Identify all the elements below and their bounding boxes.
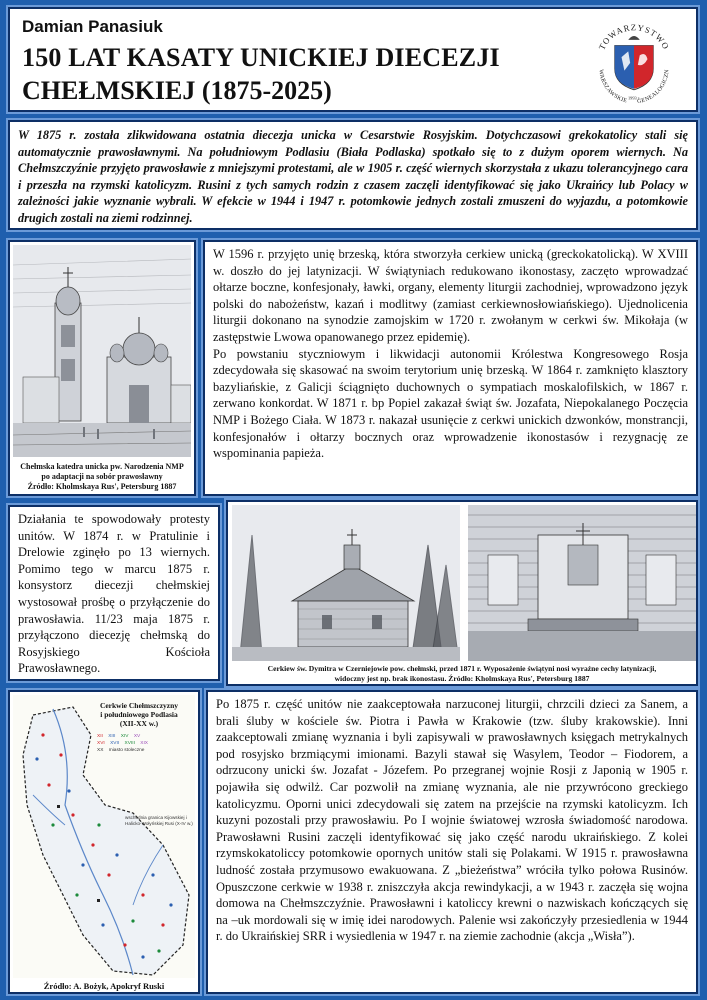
map-source: Źródło: A. Bożyk, Apokryf Ruski — [43, 981, 165, 991]
church-caption-line1: Cerkiew św. Dymitra w Czerniejowie pow. chełmski, przed 1871 r. Wyposażenie świątyni nosi wyraźne cechy latynizacji, — [267, 664, 657, 673]
cathedral-caption-line1: Chełmska katedra unicka pw. Narodzenia NMP — [20, 462, 184, 471]
cathedral-caption-line2: po adaptacji na sobór prawosławny — [41, 472, 163, 481]
logo-arc-left: WARSZAWSKIE — [597, 69, 628, 105]
cathedral-image-panel — [8, 240, 196, 496]
author-name: Damian Panasiuk — [22, 17, 163, 36]
map-title — [93, 701, 185, 728]
legend-item: XX — [97, 748, 104, 753]
logo-arc-top: TOWARZYSTWO — [596, 22, 672, 52]
church-interior-engraving — [468, 505, 696, 661]
cathedral-caption-source: Źródło: Kholmskaya Rus', Petersburg 1887 — [27, 482, 177, 491]
aftermath-section-panel — [206, 690, 698, 994]
history-paragraph-1: W 1596 r. przyjęto unię brzeską, która stworzyła cerkiew unicką (greckokatolicką). W XVIII w. doszło do jej latynizacji. W świątyniach redukowano ikonostasy, zaczęto wprowadzać ołtarze boczne, konfesjonały, ławki, organy, elementy liturgii zachodniej, wprowadzono język polski do nabożeństw, kazań i modlitwy (zamiast cerkiewnosłowiańskiego). Ujednolicenia liturgii dokonano na synodzie zamojskim w 1720 r. zwołanym w cerkwi św. Mikołaja (w zastępstwie Lwowa opanowanego przez epidemię). — [213, 247, 688, 344]
map-title-line1: Cerkwie Chełmszczyzny — [99, 701, 179, 710]
history-paragraph-2: Po powstaniu styczniowym i likwidacji autonomii Królestwa Kongresowego Rosja zdecydowała się skasować na swoim terytorium unię brzeską. W 1864 r. zamknięto klasztory bazyliańskie, z Galicji ściągnięto duchownych o sympatiach moskalofilskich, w 1867 r. zerwano konkordat. W 1871 r. bp Popiel zakazał świąt św. Jozafata, Niepokalanego Poczęcia NMP i Bożego Ciała. W 1873 r. nakazał usunięcie z cerkwi unickich dzwonków, monstrancji, konfesjonałów i ołtarzy bocznych oraz wprowadzenie ikonostasów i rezygnację ze wspominania papieża. — [213, 346, 688, 461]
protests-paragraph: Działania te spowodowały protesty unitów. W 1874 r. w Pratulinie i Drelowie zginęło po 13 wiernych. Pomimo tego w marcu 1875 r. konsystorz diecezji chełmskiej wystosował prośbę o przyłączenie do prawosławia. 11/23 maja 1875 r. przyłączono diecezję chełmską do Rosyjskiego Kościoła Prawosławnego. — [18, 512, 210, 676]
church-caption-line2: widoczny jest np. brak ikonostasu. Źródło: Kholmskaya Rus', Petersburg 1887 — [334, 674, 590, 683]
churches-map — [13, 695, 195, 978]
legend-item: XII — [97, 734, 103, 739]
legend-item: XIII — [108, 734, 116, 739]
map-legend — [97, 733, 193, 754]
header-panel — [8, 7, 698, 112]
church-exterior-engraving — [232, 505, 460, 661]
intro-text: W 1875 r. została zlikwidowana ostatnia diecezja unicka w Cesarstwie Rosyjskim. Dotychczasowi grekokatolicy stali się automatycznie prawosławnymi. Na południowym Podlasiu (Biała Podlaska) spotkało się to z dużym oporem wiernych. Na Chełmszczyźnie przyjęto prawosławie z mniejszymi protestami, ale w 1905 r. część wiernych skorzystała z ukazu tolerancyjnego cara i przeszła na rzymski katolicyzm. Rusini z tych samych rodzin z czasem zaczęli identyfikować się jako Ukraińcy lub Polacy w zależności jakie wyznanie wybrali. W efekcie w 1944 i 1947 r. potomkowie jednych zostali zmuszeni do wyjazdu, a potomkowie drugich zostali na ziemi rodzinnej. — [18, 128, 688, 225]
map-title-line2: i południowego Podlasia — [100, 710, 178, 719]
legend-item: XV — [133, 734, 141, 739]
aftermath-paragraph: Po 1875 r. część unitów nie zaakceptowała narzuconej liturgii, chrzcili dzieci za Sanem, a brali śluby w kościele św. Piotra i Pawła w Krakowie (tzw. śluby krakowskie). Inni zaakceptowali zmianę wyznania i byli zapisywali w prawosławnych księgach metrykalnych pod rosyjsko brzmiącymi imionami. Bazyli stawał się Wasylem, Teodor – Fiodorem, a odrzucony unicki św. Jozafat - Józefem. Po przegranej wojnie Rosji z Japonią w 1905 r. pojawiła się odwilż. Car pozwolił na zmianę wyznania, ale nie przywrócono greckiego katolicyzmu. Oporni unici zdecydowali się zatem na przejście na rzymski katolicyzm. Ich kuzyni pozostali przy prawosławiu. Po I wojnie światowej wzrosła świadomość narodowa. Prawosławni Rusini zaczęli identyfikować się jako część narodu ukraińskiego. Z kolei rzymskokatoliccy potomkowie opornych unitów stali się Polakami. W 1915 r. prawosławna ludność została przymusowo ewakuowana. Z „bieżeństwa” wróciła tylko połowa Rusinów. Opuszczone cerkwie w 1938 r. zniszczyła akcja rewindykacji, a w 1943 r. zaczęła się wojna domowa na Chełmszczyźnie. Prawosławni i katoliccy krewni o nazwiskach kończących się na –uk mordowali się w imię idei narodowych. Palenie wsi zakończyły przesiedlenia w 1944 r. do Ukraińskiej SRR i wysiedlenia w 1947 r. na ziemie zachodnie (akcja „Wisła”). — [216, 697, 688, 944]
intro-panel — [8, 120, 698, 230]
page-title-line2: CHEŁMSKIEJ (1875-2025) — [22, 76, 332, 105]
cathedral-caption — [12, 462, 192, 492]
map-panel — [8, 690, 200, 994]
cathedral-engraving — [13, 245, 191, 457]
society-logo — [586, 13, 682, 109]
church-interior-icon — [468, 505, 696, 661]
legend-item: XVI — [97, 741, 105, 746]
logo-year: 1993 r. — [628, 95, 640, 101]
protests-section-panel — [8, 505, 220, 681]
legend-item: XVII — [110, 741, 120, 746]
history-section-panel — [203, 240, 698, 496]
map-title-line3: (XII-XX w.) — [119, 719, 159, 728]
cathedral-illustration-icon — [13, 245, 191, 457]
legend-item: XIX — [140, 741, 148, 746]
church-images-caption — [230, 664, 694, 684]
legend-item: XVIII — [124, 741, 135, 746]
legend-item: XIV — [120, 734, 129, 739]
church-images-panel — [226, 500, 698, 686]
map-boundary-label: wschodnia granica Kijowskiej i Halicko-Wołyńskiej Rusi (X-IV w.) — [125, 815, 193, 826]
logo-arc-right: GENEALOGICZN — [636, 69, 671, 106]
page-title-line1: 150 LAT KASATY UNICKIEJ DIECEZJI — [22, 43, 500, 72]
church-exterior-icon — [232, 505, 460, 661]
legend-item: miasto stoleczne — [108, 748, 145, 753]
